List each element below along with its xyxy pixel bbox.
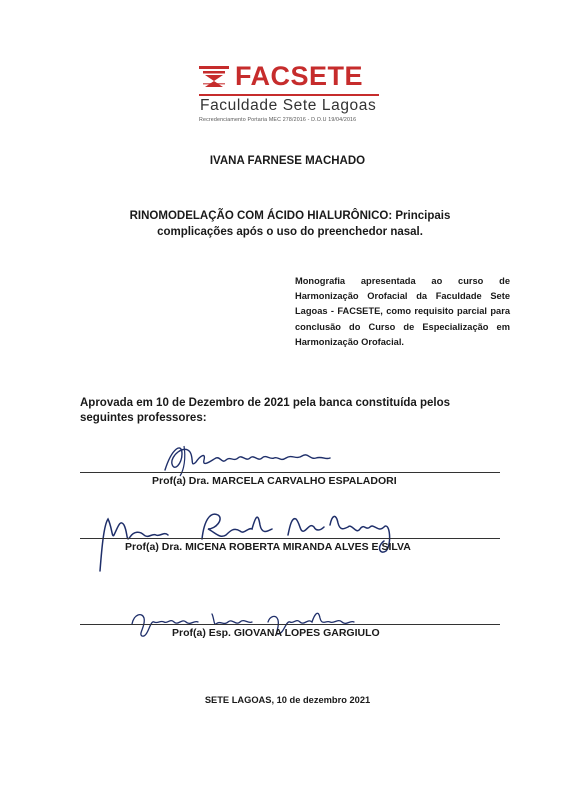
facsete-emblem-icon <box>199 66 229 88</box>
logo-fine-print: Recredenciamento Portaria MEC 278/2016 - D.O.U 19/04/2016 <box>199 117 357 123</box>
signature-line <box>80 472 500 473</box>
facsete-logo <box>199 60 384 125</box>
examiner-name: Prof(a) Esp. GIOVANA LOPES GARGIULO <box>172 627 380 639</box>
examiner-name: Prof(a) Dra. MARCELA CARVALHO ESPALADORI <box>152 475 397 487</box>
author-name: IVANA FARNESE MACHADO <box>209 155 366 167</box>
monograph-description: Monografia apresentada ao curso de Harmonização Orofacial da Faculdade Sete Lagoas - FACSETE, como requisito parcial para conclusão do Curso de Especialização em Harmonização Orofacial. <box>295 276 510 347</box>
document-title <box>110 208 470 240</box>
title-line-2: complicações após o uso do preenchedor nasal. <box>157 226 423 238</box>
approval-statement: Aprovada em 10 de Dezembro de 2021 pela banca constituída pelos seguintes professores: <box>80 397 451 424</box>
signature-line <box>80 624 500 625</box>
logo-subtitle: Faculdade Sete Lagoas <box>200 97 377 114</box>
title-line-1: RINOMODELAÇÃO COM ÁCIDO HIALURÔNICO: Principais <box>129 210 451 222</box>
logo-rule <box>199 94 379 96</box>
signature-line <box>80 538 500 539</box>
logo-name: FACSETE <box>235 61 364 91</box>
place-and-date: SETE LAGOAS, 10 de dezembro 2021 <box>204 695 371 705</box>
examiner-name: Prof(a) Dra. MICENA ROBERTA MIRANDA ALVES E SILVA <box>125 541 411 553</box>
